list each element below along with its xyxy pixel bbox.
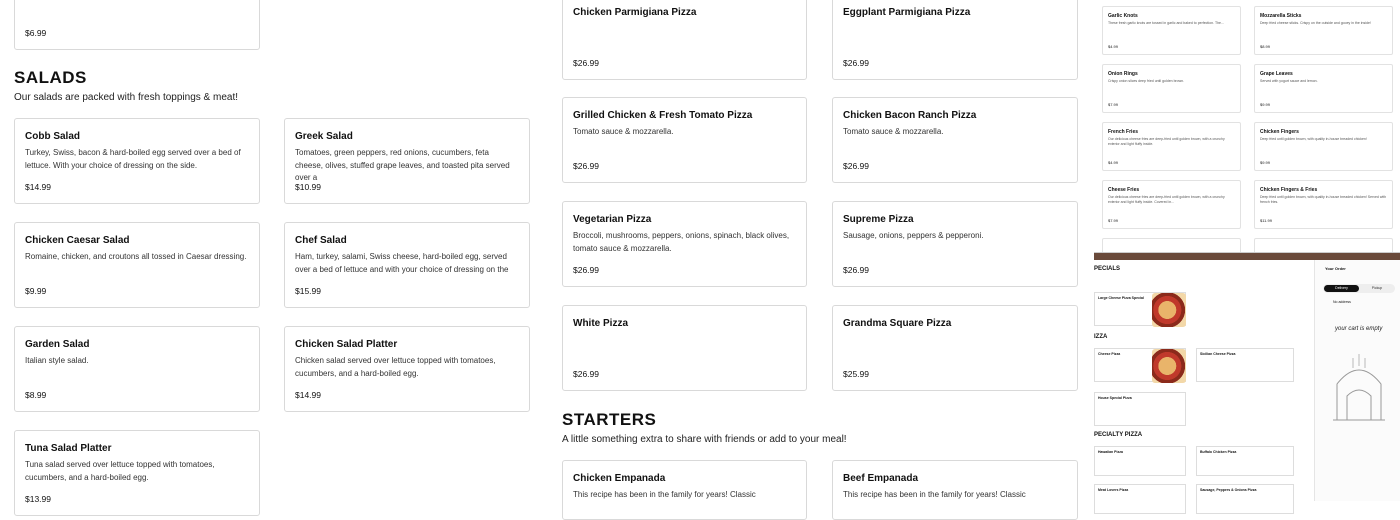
thumb-item-card[interactable] xyxy=(1102,122,1241,171)
item-name: Cobb Salad xyxy=(25,131,81,142)
thumb-item-card[interactable] xyxy=(1254,122,1393,171)
thumb-item-price: $4.99 xyxy=(1108,44,1119,49)
item-name: Greek Salad xyxy=(295,131,353,142)
menu-item-card[interactable] xyxy=(832,201,1078,287)
delivery-option[interactable]: Delivery xyxy=(1324,285,1359,292)
thumb-item-card[interactable] xyxy=(1102,180,1241,229)
thumb-item-desc: Deep fried until golden brown, with quality in-house breaded chicken! Served with french fries. xyxy=(1260,195,1387,204)
thumb-item-card[interactable] xyxy=(1254,6,1393,55)
thumb-item-price: $9.99 xyxy=(1260,102,1271,107)
menu-item-card[interactable] xyxy=(832,460,1078,520)
menu-item-card[interactable] xyxy=(284,222,530,308)
thumb-item-card[interactable] xyxy=(1196,348,1294,382)
item-name: Tuna Salad Platter xyxy=(25,443,112,454)
thumb-item-name: Garlic Knots xyxy=(1108,13,1138,19)
thumb-item-price: $7.99 xyxy=(1108,102,1119,107)
item-description: This recipe has been in the family for years! Classic xyxy=(573,490,756,499)
item-name: Vegetarian Pizza xyxy=(573,214,652,225)
thumb-item-name: Chicken Fingers & Fries xyxy=(1260,187,1318,193)
thumb-item-desc: Our delicious cheese fries are deep-fried until golden brown, with a crunchy exterior and light fluffy inside. xyxy=(1108,137,1225,146)
thumb-item-card[interactable] xyxy=(1094,484,1186,514)
item-name: Chicken Salad Platter xyxy=(295,339,398,350)
item-description: Italian style salad. xyxy=(25,356,89,365)
thumb-item-name: Meat Lovers Pizza xyxy=(1098,488,1129,492)
item-price: $9.99 xyxy=(25,286,47,296)
thumb-item-name: Sausage, Peppers & Onions Pizza xyxy=(1200,488,1257,492)
item-name: Chicken Empanada xyxy=(573,473,666,484)
item-name: Supreme Pizza xyxy=(843,214,914,225)
order-title: Your Order xyxy=(1325,266,1346,271)
thumb-item-price: $7.99 xyxy=(1108,218,1119,223)
order-sidebar xyxy=(1314,260,1400,501)
thumb-item-card[interactable] xyxy=(1196,484,1294,514)
thumb-item-name: Onion Rings xyxy=(1108,71,1138,77)
item-description: Tomato sauce & mozzarella. xyxy=(573,127,674,136)
thumb-item-desc: Deep fried until golden brown, with quality in-house breaded chicken! xyxy=(1260,137,1367,141)
item-name: Eggplant Parmigiana Pizza xyxy=(843,7,971,18)
menu-item-card[interactable] xyxy=(14,430,260,516)
delivery-pickup-toggle[interactable] xyxy=(1323,284,1395,293)
item-name: Chicken Bacon Ranch Pizza xyxy=(843,110,977,121)
section-title-specials: PECIALS xyxy=(1094,266,1121,272)
menu-item-card[interactable] xyxy=(562,460,807,520)
section-subtitle-salads: Our salads are packed with fresh toppings & meat! xyxy=(14,92,239,103)
thumb-item-price: $11.99 xyxy=(1260,218,1272,223)
thumb-item-desc: Our delicious cheese fries are deep-fried until golden brown, with a crunchy exterior and light fluffy inside. Covered in... xyxy=(1108,195,1225,204)
thumb-item-name: French Fries xyxy=(1108,129,1139,135)
thumb-item-card[interactable] xyxy=(1102,6,1241,55)
item-description: Turkey, Swiss, bacon & hard-boiled egg served over a bed of lettuce. With your choice of dressing on the side. xyxy=(25,148,241,170)
item-price: $8.99 xyxy=(25,390,47,400)
menu-item-card[interactable] xyxy=(562,97,807,183)
menu-item-card[interactable] xyxy=(562,201,807,287)
menu-item-card[interactable] xyxy=(14,0,260,50)
thumb-item-card[interactable] xyxy=(1094,392,1186,426)
item-price: $15.99 xyxy=(295,286,321,296)
item-description: Romaine, chicken, and croutons all tossed in Caesar dressing. xyxy=(25,252,247,261)
pickup-option[interactable]: Pickup xyxy=(1371,286,1383,290)
item-description: Tuna salad served over lettuce topped with tomatoes, cucumbers, and a hard-boiled egg. xyxy=(25,460,215,482)
section-subtitle-starters: A little something extra to share with friends or add to your meal! xyxy=(562,434,847,445)
item-name: Grandma Square Pizza xyxy=(843,318,952,329)
thumb-item-name: Cheese Pizza xyxy=(1098,352,1121,356)
item-price: $6.99 xyxy=(25,28,47,38)
thumb-item-name: Sicilian Cheese Pizza xyxy=(1200,352,1236,356)
menu-item-card[interactable] xyxy=(832,97,1078,183)
section-title-starters: STARTERS xyxy=(562,410,657,429)
item-description: Tomatoes, green peppers, red onions, cucumbers, feta cheese, olives, stuffed grape leaves, and toasted pita served over a xyxy=(295,148,510,182)
thumb-item-price: $4.99 xyxy=(1108,160,1119,165)
thumb-item-card[interactable] xyxy=(1254,64,1393,113)
menu-item-card[interactable] xyxy=(14,222,260,308)
empty-cart-message: your cart is empty xyxy=(1335,326,1383,332)
menu-item-card[interactable] xyxy=(562,305,807,391)
thumb-item-desc: Deep fried cheese sticks. Crispy on the outside and gooey in the inside! xyxy=(1260,21,1371,25)
thumb-item-desc: Crispy onion slices deep fried until golden brown. xyxy=(1108,79,1185,83)
item-price: $26.99 xyxy=(573,265,599,275)
item-name: Grilled Chicken & Fresh Tomato Pizza xyxy=(573,110,753,121)
header-banner xyxy=(1094,253,1400,260)
item-price: $26.99 xyxy=(843,58,869,68)
item-price: $26.99 xyxy=(843,265,869,275)
thumb-item-name: House Special Pizza xyxy=(1098,396,1132,400)
thumb-item-card[interactable] xyxy=(1196,446,1294,476)
item-description: Ham, turkey, salami, Swiss cheese, hard-boiled egg, served over a bed of lettuce and with your choice of dressing on the xyxy=(295,252,509,274)
section-title-specialty: PECIALTY PIZZA xyxy=(1094,432,1143,438)
pizza-oven-illustration xyxy=(1329,350,1389,430)
thumb-item-price: $8.99 xyxy=(1260,44,1271,49)
menu-panel xyxy=(1094,260,1314,501)
no-address-label[interactable]: No address xyxy=(1333,300,1351,304)
section-title-salads: SALADS xyxy=(14,68,87,87)
preview-thumbnail-order-page xyxy=(1094,252,1400,500)
thumb-item-card[interactable] xyxy=(1254,180,1393,229)
preview-thumbnail-starters xyxy=(1094,0,1400,252)
item-price: $14.99 xyxy=(295,390,321,400)
pizza-image xyxy=(1152,293,1186,327)
pizza-image xyxy=(1152,349,1186,383)
thumb-item-card[interactable] xyxy=(1094,446,1186,476)
item-name: White Pizza xyxy=(573,318,629,329)
item-description: Broccoli, mushrooms, peppers, onions, spinach, black olives, tomato sauce & mozzarella. xyxy=(573,231,790,253)
menu-item-card[interactable] xyxy=(562,0,807,80)
menu-item-card[interactable] xyxy=(14,118,260,204)
menu-item-card[interactable] xyxy=(284,118,530,204)
menu-item-card[interactable] xyxy=(832,0,1078,80)
item-name: Chicken Caesar Salad xyxy=(25,235,130,246)
item-price: $26.99 xyxy=(573,161,599,171)
item-description: Chicken salad served over lettuce topped with tomatoes, cucumbers, and a hard-boiled egg. xyxy=(295,356,496,378)
thumb-item-desc: Served with yogurt sauce and lemon. xyxy=(1260,79,1318,83)
section-title-pizza: IZZA xyxy=(1094,334,1108,340)
thumb-item-price: $9.99 xyxy=(1260,160,1271,165)
item-price: $25.99 xyxy=(843,369,869,379)
thumb-item-name: Grape Leaves xyxy=(1260,71,1293,77)
item-price: $13.99 xyxy=(25,494,51,504)
item-price: $10.99 xyxy=(295,182,321,192)
item-name: Chicken Parmigiana Pizza xyxy=(573,7,697,18)
thumb-item-name: Large Cheese Pizza Special xyxy=(1098,296,1144,300)
item-name: Garden Salad xyxy=(25,339,90,350)
item-price: $26.99 xyxy=(573,58,599,68)
item-name: Beef Empanada xyxy=(843,473,919,484)
thumb-item-name: Buffalo Chicken Pizza xyxy=(1200,450,1237,454)
item-price: $26.99 xyxy=(573,369,599,379)
item-price: $26.99 xyxy=(843,161,869,171)
item-name: Chef Salad xyxy=(295,235,347,246)
thumb-item-name: Mozzarella Sticks xyxy=(1260,13,1302,19)
thumb-item-name: Cheese Fries xyxy=(1108,187,1140,193)
menu-item-card[interactable] xyxy=(284,326,530,412)
thumb-item-card[interactable] xyxy=(1102,64,1241,113)
item-description: This recipe has been in the family for years! Classic xyxy=(843,490,1026,499)
thumb-item-desc: These fresh garlic knots are tossed in garlic and baked to perfection. The... xyxy=(1108,21,1224,25)
menu-item-card[interactable] xyxy=(14,326,260,412)
thumb-item-name: Chicken Fingers xyxy=(1260,129,1299,135)
item-description: Sausage, onions, peppers & pepperoni. xyxy=(843,231,984,240)
item-price: $14.99 xyxy=(25,182,51,192)
item-description: Tomato sauce & mozzarella. xyxy=(843,127,944,136)
thumb-item-name: Hawaiian Pizza xyxy=(1098,450,1123,454)
menu-item-card[interactable] xyxy=(832,305,1078,391)
